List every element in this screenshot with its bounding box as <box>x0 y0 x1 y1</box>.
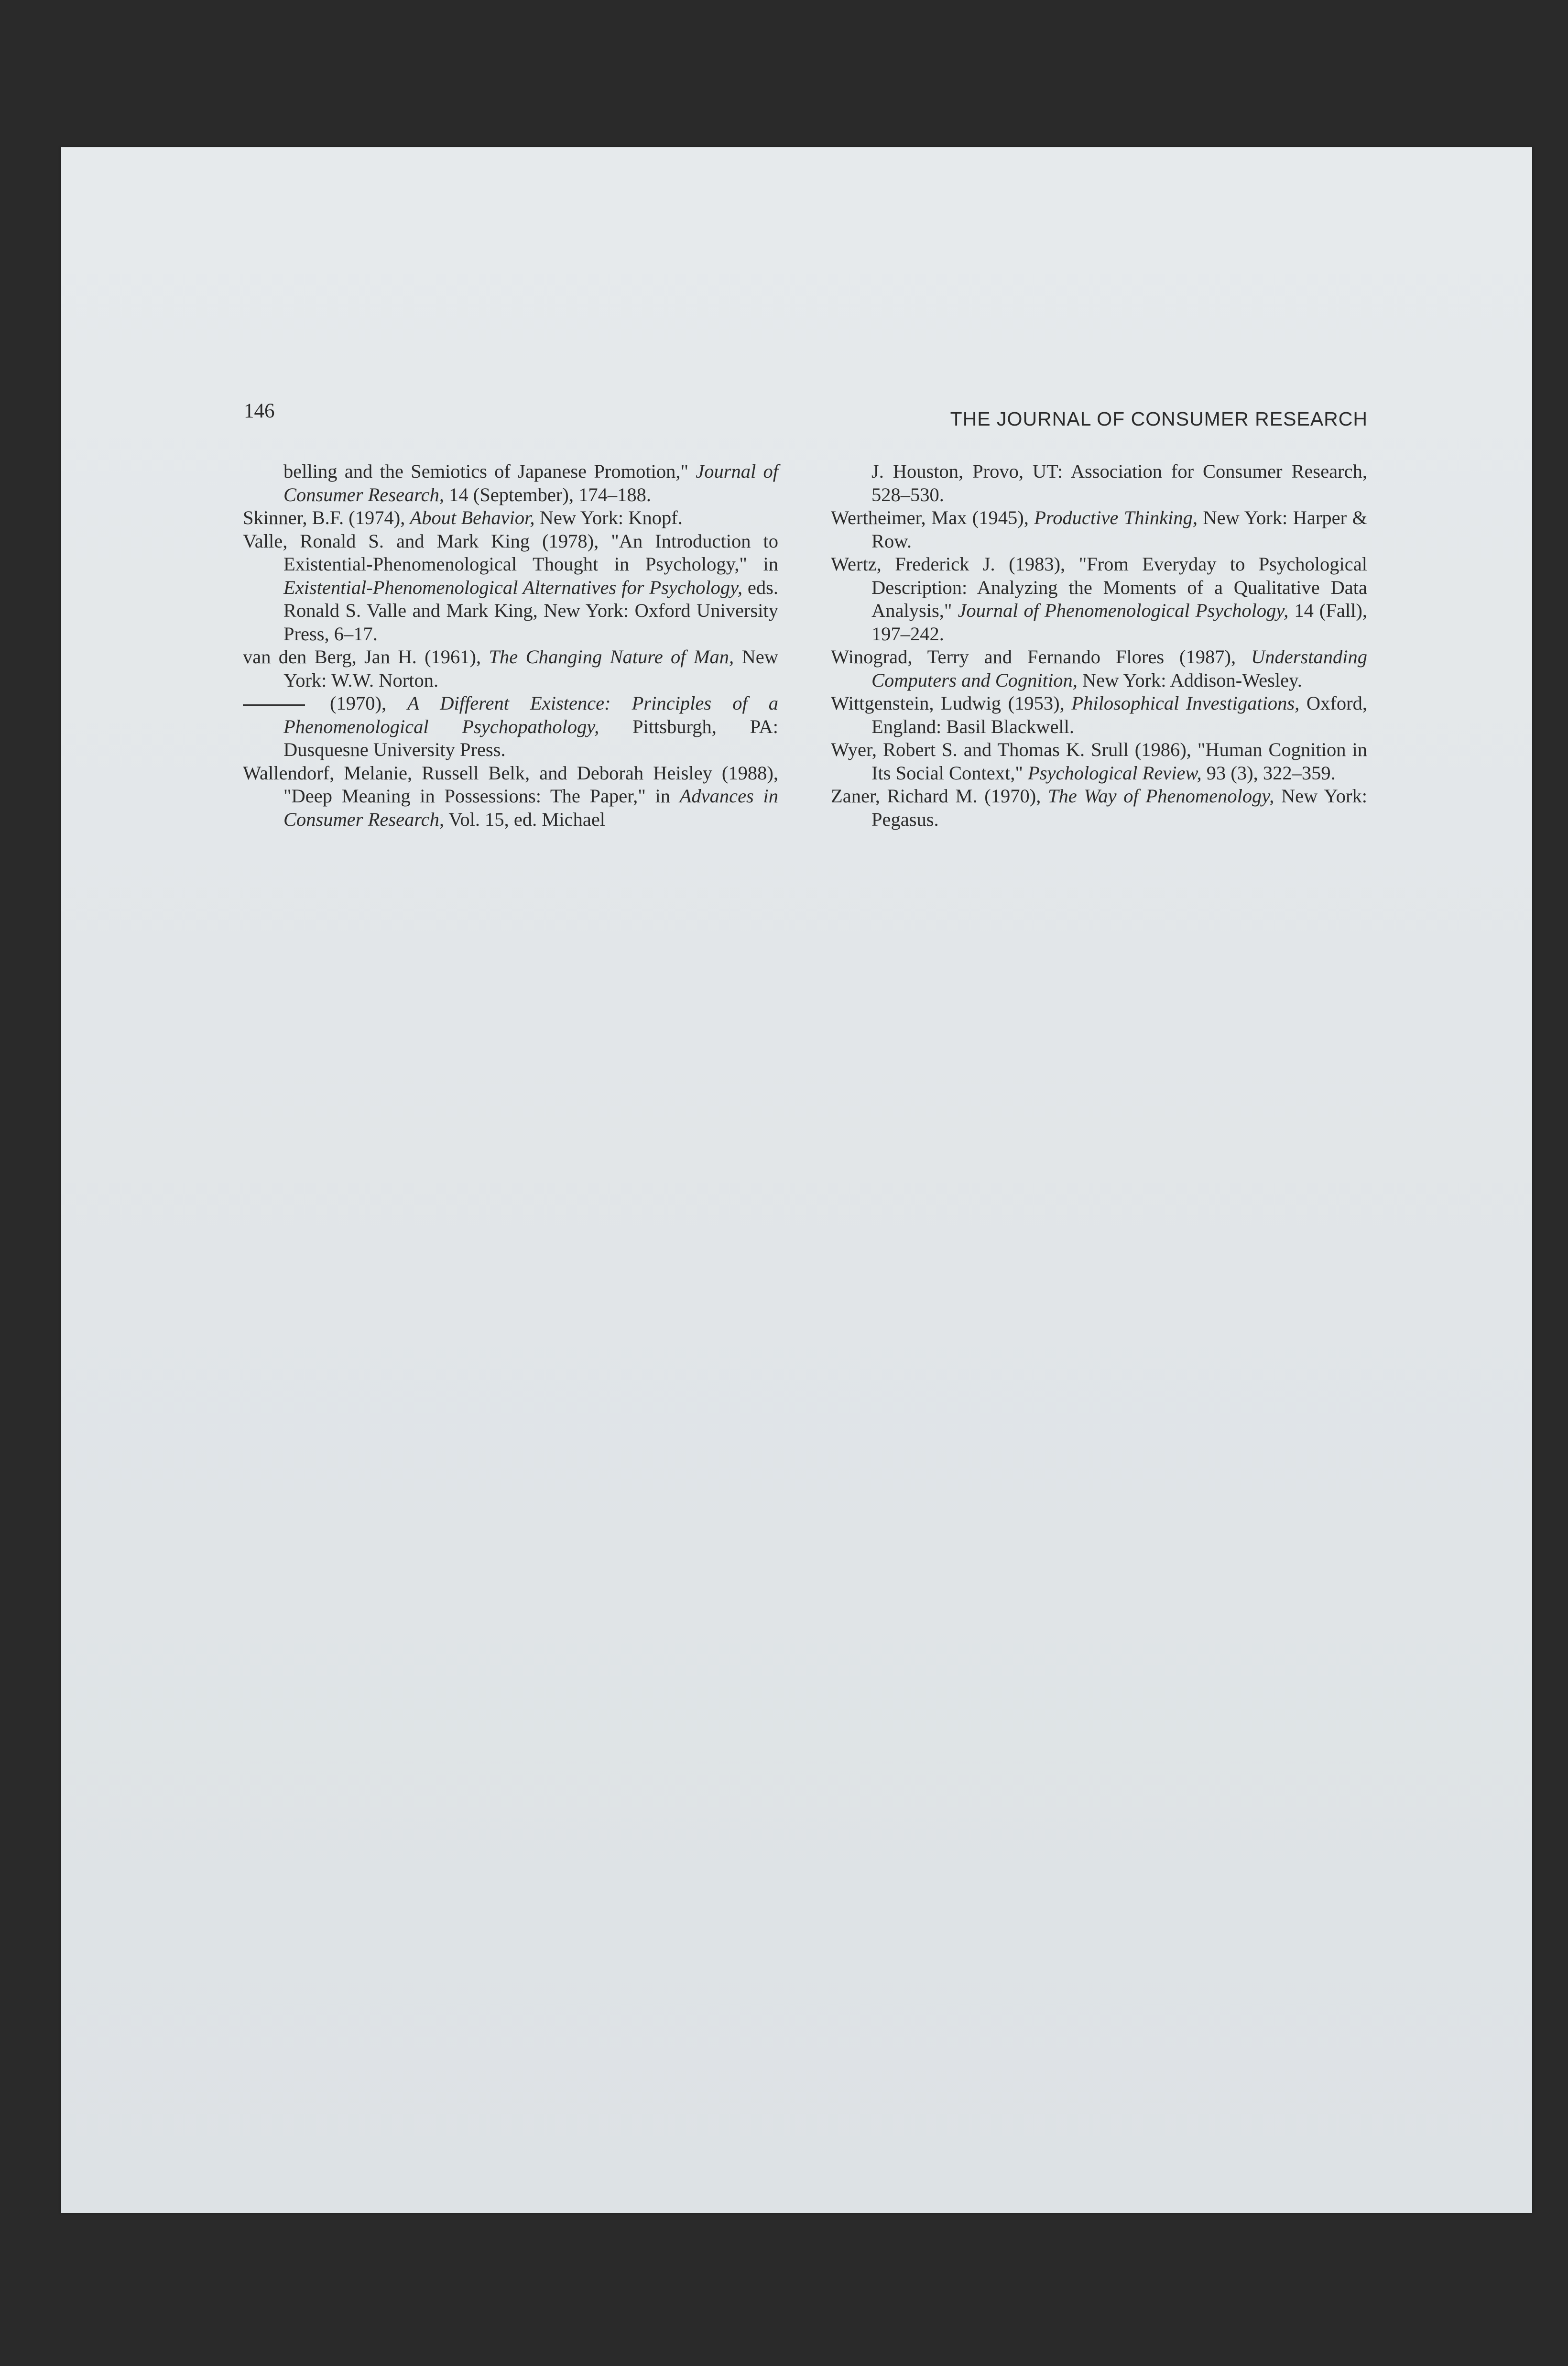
page-number: 146 <box>244 400 275 422</box>
reference-entry-valle <box>243 530 778 646</box>
reference-after: New York: Harper & Row. <box>871 507 1367 552</box>
reference-after: Pittsburgh, PA: Dusquesne University Press. <box>283 715 778 760</box>
reference-entry-wittgenstein <box>831 692 1367 738</box>
reference-entry-wertheimer <box>831 506 1367 553</box>
reference-before: (1970), <box>309 692 408 714</box>
reference-before: Wittgenstein, Ludwig (1953), <box>831 692 1072 714</box>
reference-before: Wallendorf, Melanie, Russell Belk, and Deborah Heisley (1988), "Deep Meaning in Possessions: The Paper," in <box>243 762 778 807</box>
ditto-dash <box>243 704 305 706</box>
reference-italic: The Changing Nature of Man, <box>489 646 734 668</box>
reference-before: belling and the Semiotics of Japanese Promotion," <box>283 460 696 482</box>
reference-entry-wertz <box>831 553 1367 646</box>
reference-entry-wallendorf <box>243 762 778 832</box>
reference-after: New York: W.W. Norton. <box>283 646 778 691</box>
reference-before: van den Berg, Jan H. (1961), <box>243 646 489 668</box>
reference-entry-cont-japanese <box>243 460 778 506</box>
reference-italic: Psychological Review, <box>1028 762 1202 784</box>
paper-page <box>61 147 1532 2213</box>
reference-italic: Philosophical Investigations, <box>1071 692 1300 714</box>
reference-entry-zaner <box>831 785 1367 831</box>
reference-before: Zaner, Richard M. (1970), <box>831 785 1048 807</box>
reference-entry-wyer <box>831 738 1367 785</box>
reference-entry-winograd <box>831 646 1367 692</box>
reference-after: 14 (September), 174–188. <box>444 483 651 505</box>
reference-after: eds. Ronald S. Valle and Mark King, New York: Oxford University Press, 6–17. <box>283 576 778 645</box>
reference-after: 93 (3), 322–359. <box>1201 762 1336 784</box>
reference-italic: Existential-Phenomenological Alternatives for Psychology, <box>283 576 742 598</box>
reference-after: Oxford, England: Basil Blackwell. <box>871 692 1367 737</box>
reference-before: Winograd, Terry and Fernando Flores (1987), <box>831 646 1251 668</box>
reference-after: New York: Knopf. <box>534 507 683 528</box>
reference-italic: Understanding Computers and Cognition, <box>871 646 1367 691</box>
references-right-column <box>831 460 1367 831</box>
reference-italic: About Behavior, <box>410 507 535 528</box>
reference-before: Wertheimer, Max (1945), <box>831 507 1034 528</box>
reference-entry-van-den-berg-1970 <box>243 692 778 762</box>
reference-after: New York: Addison-Wesley. <box>1077 669 1302 691</box>
reference-italic: Journal of Phenomenological Psychology, <box>958 600 1289 621</box>
reference-after: New York: Pegasus. <box>871 785 1367 830</box>
references-left-column <box>243 460 778 831</box>
reference-entry-van-den-berg-1961 <box>243 646 778 692</box>
reference-before: J. Houston, Provo, UT: Association for Consumer Research, 528–530. <box>871 460 1367 505</box>
reference-before: Wertz, Frederick J. (1983), "From Everyday to Psychological Description: Analyzing the Moments of a Qualitative Data Analysis," <box>831 553 1367 621</box>
reference-italic: A Different Existence: Principles of a Phenomenological Psychopathology, <box>283 692 778 737</box>
reference-italic: The Way of Phenomenology, <box>1048 785 1274 807</box>
reference-before: Skinner, B.F. (1974), <box>243 507 410 528</box>
reference-before: Valle, Ronald S. and Mark King (1978), "An Introduction to Existential-Phenomenological Thought in Psychology," in <box>243 530 778 575</box>
reference-after: Vol. 15, ed. Michael <box>444 808 606 830</box>
reference-italic: Advances in Consumer Research, <box>283 785 778 830</box>
running-head: THE JOURNAL OF CONSUMER RESEARCH <box>950 408 1368 430</box>
reference-entry-skinner <box>243 506 778 530</box>
reference-italic: Journal of Consumer Research, <box>283 460 778 505</box>
reference-entry-cont-houston <box>831 460 1367 506</box>
reference-italic: Productive Thinking, <box>1034 507 1198 528</box>
reference-after: 14 (Fall), 197–242. <box>871 600 1367 645</box>
reference-before: Wyer, Robert S. and Thomas K. Srull (1986), "Human Cognition in Its Social Context," <box>831 739 1367 784</box>
